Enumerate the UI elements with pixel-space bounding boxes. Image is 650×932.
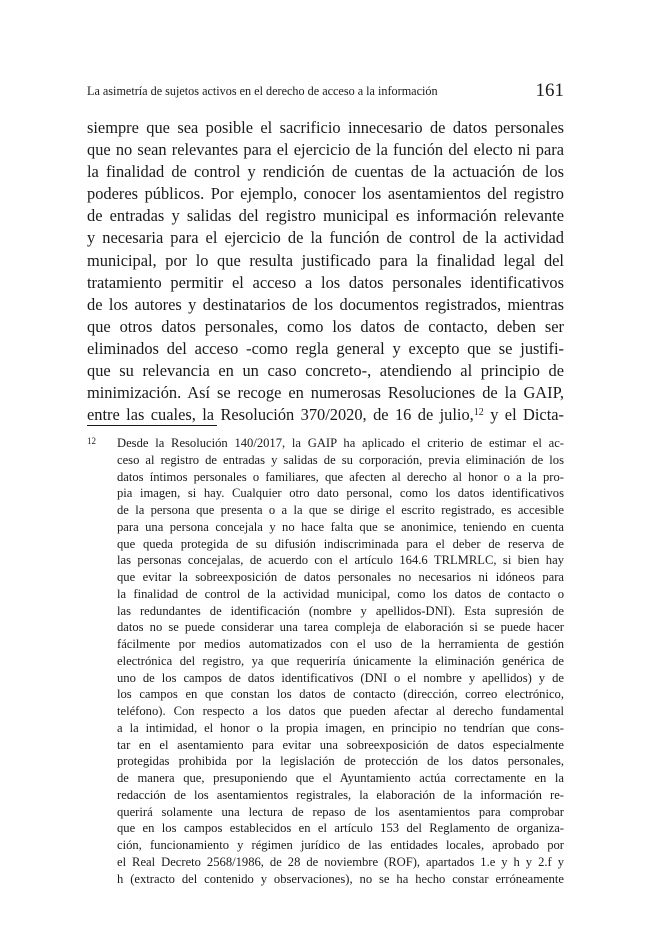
footnote-line: que queda protegida de su difusión indiscriminada para el deber de reserva de: [117, 536, 564, 551]
body-line: que no sean relevantes para el ejercicio de la función del electo ni para: [87, 140, 564, 160]
footnote-line: de la persona que presenta o a la que se dirige el escrito registrado, es accesible: [117, 503, 564, 517]
body-line: que otros datos personales, como los datos de contacto, deben ser: [87, 316, 564, 336]
body-line: municipal, por lo que resulta justificado para la finalidad legal del: [87, 250, 564, 270]
body-line-last-start: entre las cuales, la Resolución 370/2020, de 16 de julio,: [87, 405, 474, 425]
footnote-separator: [87, 425, 217, 426]
body-line: eliminados del acceso -como regla general y excepto que se justifi-: [87, 338, 564, 358]
body-line: la finalidad de control y rendición de cuentas de la actuación de los: [87, 162, 564, 182]
footnote-line: teléfono). Con respecto a los datos que pueden afectar al derecho fundamental: [117, 704, 564, 718]
footnote-line: las redundantes de identificación (nombre y apellidos-DNI). Esta supresión de: [117, 603, 564, 618]
footnote-line: que evitar la sobreexposición de datos personales no necesarios ni idóneos para: [117, 570, 564, 584]
body-line: de los autores y destinatarios de los documentos registrados, mientras: [87, 294, 564, 314]
page-number: 161: [535, 80, 564, 101]
footnote-reference[interactable]: 12: [473, 407, 484, 419]
running-header: [87, 80, 564, 102]
footnote-line: querirá solamente una lectura de repaso de los asentamientos para comprobar: [117, 804, 564, 819]
body-line: y necesaria para el ejercicio de la función de control de la actividad: [87, 228, 564, 248]
footnote-line: la finalidad de control de la actividad municipal, como los datos de contacto o: [117, 586, 564, 601]
footnote-line: de manera que, presuponiendo que el Ayuntamiento actúa correctamente en la: [117, 771, 564, 785]
footnote-line: las personas concejalas, de acuerdo con el artículo 164.6 TRLMRLC, si bien hay: [117, 553, 564, 568]
footnote-text: [117, 435, 564, 887]
body-line: siempre que sea posible el sacrificio innecesario de datos personales: [87, 118, 564, 137]
footnote-line: los campos en que constan los datos de contacto (dirección, correo electrónico,: [117, 687, 564, 702]
running-header-title: La asimetría de sujetos activos en el derecho de acceso a la información: [87, 84, 438, 98]
body-line: tratamiento permitir el acceso a los datos personales identificativos: [87, 272, 564, 292]
footnote-line: a la intimidad, el honor o la propia imagen, en principio no tendrían que cons-: [117, 720, 564, 735]
body-line: minimización. Así se recoge en numerosas Resoluciones de la GAIP,: [87, 383, 564, 403]
footnote-line: uno de los campos de datos identificativos (DNI o el nombre y apellidos) y de: [117, 670, 564, 685]
body-line-last: [87, 404, 564, 426]
footnote-line: electrónica del registro, ya que requeriría únicamente la eliminación genérica de: [117, 653, 564, 668]
footnote-line: datos no se puede considerar una tarea compleja de elaboración si se puede hacer: [117, 620, 564, 635]
body-line: poderes públicos. Por ejemplo, conocer los asentamientos del registro: [87, 184, 564, 204]
footnote-line: h (extracto del contenido y observaciones), no se ha hecho constar erróneamente: [117, 871, 564, 886]
footnote-line: para una persona concejala y no hace falta que se anonimice, teniendo en cuenta: [117, 519, 564, 534]
body-line: que su relevancia en un caso concreto-, atendiendo al principio de: [87, 361, 564, 381]
footnote-line: redacción de los asentamientos registrales, la elaboración de la información re-: [117, 787, 564, 802]
footnote-line: Desde la Resolución 140/2017, la GAIP ha aplicado el criterio de estimar el ac-: [117, 436, 564, 450]
body-line: de entradas y salidas del registro municipal es información relevante: [87, 206, 564, 226]
body-line-last-end: y el Dicta-: [483, 405, 564, 425]
footnote-line: ceso al registro de entradas y salidas de su corporación, previa eliminación de los: [117, 452, 564, 467]
footnote-line: datos íntimos personales o familiares, que afecten al derecho al honor o a la pro-: [117, 469, 564, 484]
footnote-marker: 12: [87, 436, 96, 446]
footnote-line: que en los campos establecidos en el artículo 153 del Reglamento de organiza-: [117, 821, 564, 836]
footnote-line: el Real Decreto 2568/1986, de 28 de noviembre (ROF), apartados 1.e y h y 2.f y: [117, 854, 564, 869]
body-text: [87, 117, 564, 426]
footnote-line: pia imagen, si hay. Cualquier otro dato personal, como los datos identificativos: [117, 486, 564, 501]
footnote-line: protegidas prohibida por la legislación de protección de los datos personales,: [117, 754, 564, 769]
footnote-line: fácilmente por medios automatizados con el uso de la herramienta de gestión: [117, 637, 564, 651]
footnote-line: tar en el asentamiento para evitar una sobreexposición de datos especialmente: [117, 737, 564, 752]
footnote-line: ción, funcionamiento y régimen jurídico de las entidades locales, aprobado por: [117, 838, 564, 852]
